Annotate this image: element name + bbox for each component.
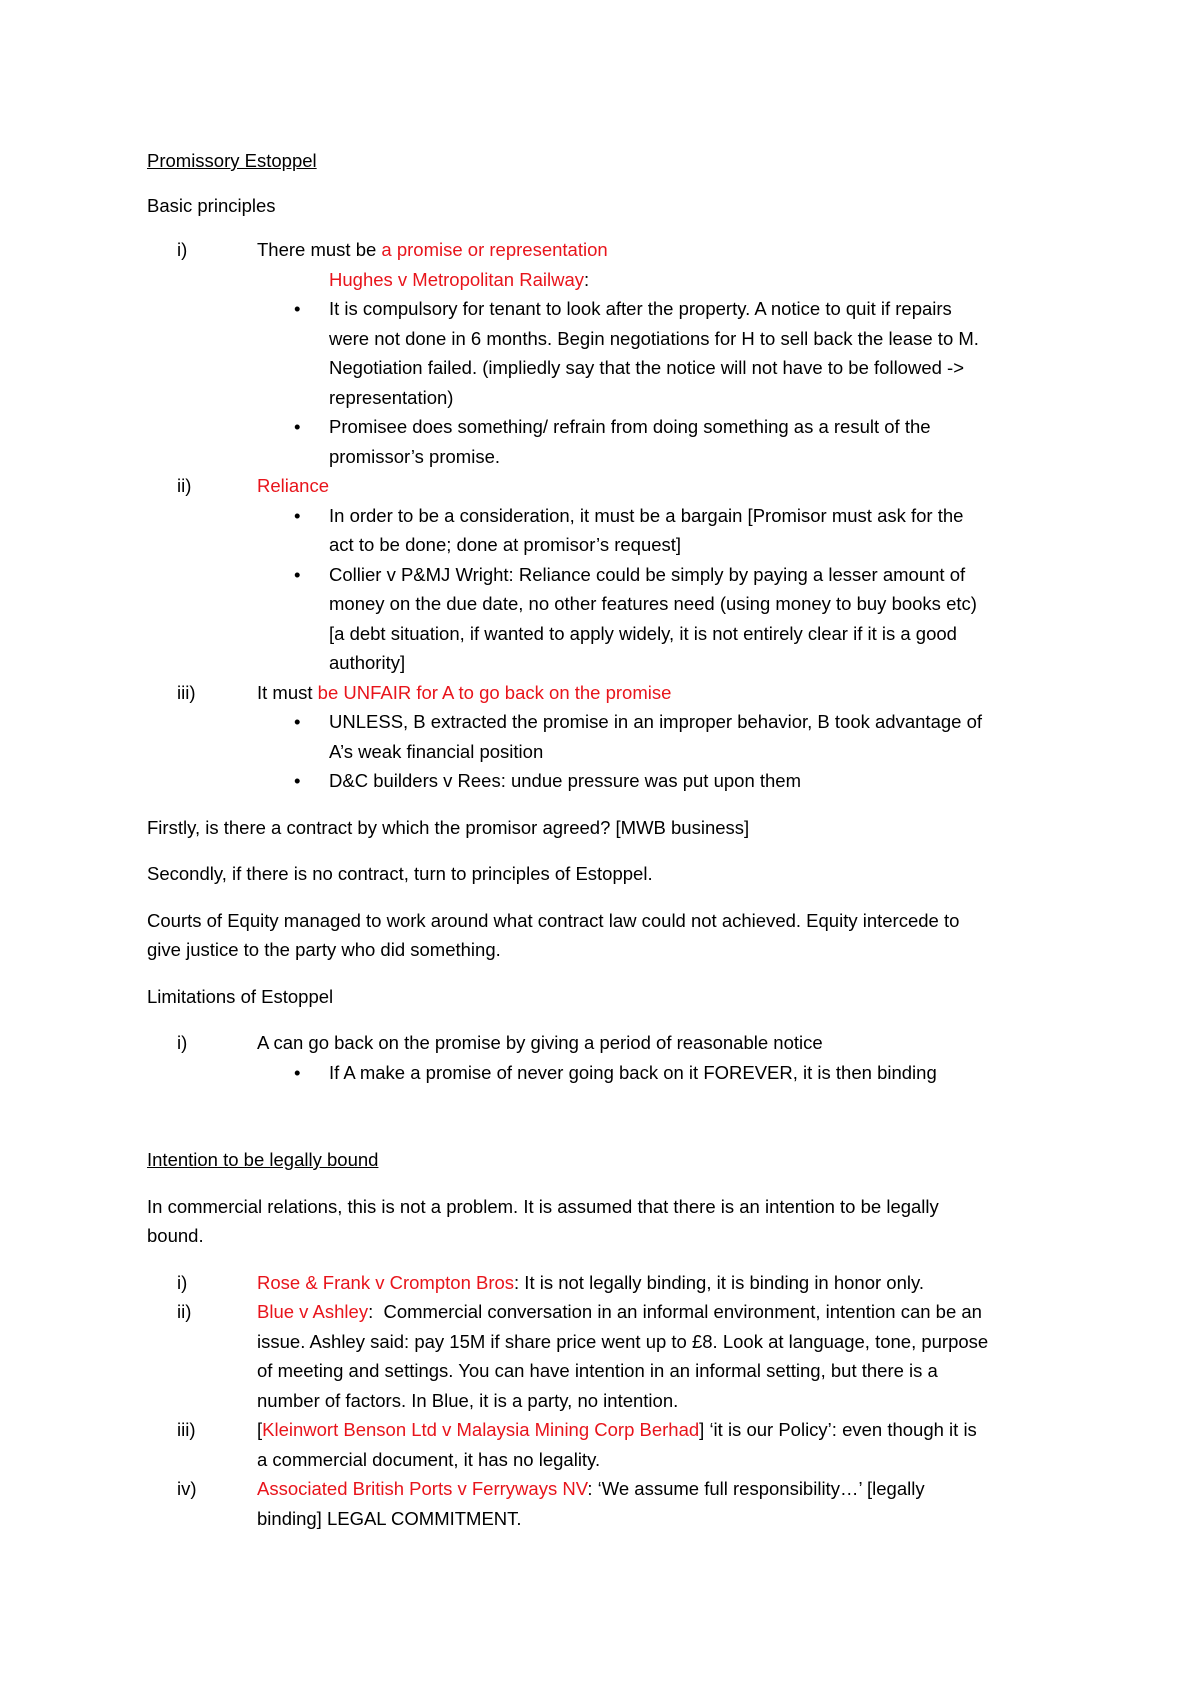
bullet-item: • Promisee does something/ refrain from doing something as a result of the [147,412,1067,442]
case-name: Hughes v Metropolitan Railway [329,268,585,290]
bullet-continuation: A’s weak financial position [329,740,544,762]
case-continuation: number of factors. In Blue, it is a party, no intention. [257,1389,679,1411]
case-item-1: i) Rose & Frank v Crompton Bros: It is not legally binding, it is binding in honor only. [147,1268,1067,1298]
bullet-continuation: promissor’s promise. [329,445,500,467]
list-marker: ii) [177,1301,192,1322]
list-marker: ii) [177,475,192,496]
bullet-item: • It is compulsory for tenant to look after the property. A notice to quit if repairs [147,294,1067,324]
list-marker: iii) [177,1419,196,1440]
list-marker: i) [177,1271,188,1293]
bullet-continuation: representation) [329,386,454,408]
list-marker: i) [177,239,188,260]
highlight-text: be UNFAIR for A to go back on the promise [317,681,672,703]
case-name: Associated British Ports v Ferryways NV [257,1478,588,1499]
bullet-item: • D&C builders v Rees: undue pressure was put upon them [147,766,1067,796]
bullet-continuation: [a debt situation, if wanted to apply widely, it is not entirely clear if it is a good [329,622,957,644]
paragraph-intro-line: In commercial relations, this is not a problem. It is assumed that there is an intention to be legally [147,1195,939,1217]
case-continuation: a commercial document, it has no legality. [257,1448,601,1470]
case-continuation: of meeting and settings. You can have intention in an informal setting, but there is a [257,1360,938,1381]
bullet-continuation: were not done in 6 months. Begin negotiations for H to sell back the lease to M. [329,327,979,349]
bullet-icon: • [294,711,301,732]
paragraph-secondly: Secondly, if there is no contract, turn to principles of Estoppel. [147,863,653,884]
paragraph-courts-line: Courts of Equity managed to work around what contract law could not achieved. Equity intercede to [147,909,960,931]
bullet-icon: • [294,770,301,791]
list-marker: i) [177,1032,188,1053]
limitation-item-1: i) A can go back on the promise by giving a period of reasonable notice [147,1028,1067,1058]
limitations-heading: Limitations of Estoppel [147,985,334,1007]
case-item-3: iii) [Kleinwort Benson Ltd v Malaysia Mining Corp Berhad] ‘it is our Policy’: even though it is [147,1415,1067,1445]
bullet-continuation: Negotiation failed. (impliedly say that the notice will not have to be followed -> [329,357,965,378]
case-name: Rose & Frank v Crompton Bros [257,1271,515,1293]
case-continuation: binding] LEGAL COMMITMENT. [257,1507,522,1529]
basic-principles-heading: Basic principles [147,194,276,216]
bullet-continuation: money on the due date, no other features need (using money to buy books etc) [329,593,977,614]
section-title-promissory-estoppel: Promissory Estoppel [147,150,317,171]
bullet-icon: • [294,563,301,585]
case-item-2: ii) Blue v Ashley: Commercial conversation in an informal environment, intention can be an [147,1297,1067,1327]
bullet-item: • If A make a promise of never going back on it FOREVER, it is then binding [147,1058,1067,1088]
list-marker: iv) [177,1478,197,1499]
bullet-item: • In order to be a consideration, it must be a bargain [Promisor must ask for the [147,501,1067,531]
bullet-icon: • [294,416,301,437]
document-page [147,146,1067,1533]
highlight-text: Reliance [257,475,329,496]
bullet-item: • UNLESS, B extracted the promise in an improper behavior, B took advantage of [147,707,1067,737]
paragraph-firstly: Firstly, is there a contract by which the promisor agreed? [MWB business] [147,816,750,838]
bullet-icon: • [294,298,301,319]
bullet-icon: • [294,504,301,526]
case-item-4: iv) Associated British Ports v Ferryways NV: ‘We assume full responsibility…’ [legally [147,1474,1067,1504]
paragraph-courts-line: give justice to the party who did something. [147,939,501,960]
principle-text: There must be a promise or representation [257,239,608,260]
bullet-continuation: act to be done; done at promisor’s request] [329,534,682,555]
case-continuation: issue. Ashley said: pay 15M if share price went up to £8. Look at language, tone, purpose [257,1330,989,1352]
bullet-continuation: authority] [329,652,406,673]
paragraph-intro-line: bound. [147,1225,204,1246]
principle-item-3: iii) It must be UNFAIR for A to go back on the promise [147,678,1067,708]
bullet-icon: • [294,1061,301,1083]
highlight-text: a promise or representation [381,239,608,260]
case-name: Kleinwort Benson Ltd v Malaysia Mining Corp Berhad [262,1419,700,1440]
case-name: Blue v Ashley [257,1301,369,1322]
bullet-item: • Collier v P&MJ Wright: Reliance could be simply by paying a lesser amount of [147,560,1067,590]
principle-item-1 [147,235,1067,265]
case-reference-line: Hughes v Metropolitan Railway: [329,268,590,290]
section-title-intention: Intention to be legally bound [147,1149,379,1170]
principle-item-2 [147,471,1067,501]
list-marker: iii) [177,681,196,703]
